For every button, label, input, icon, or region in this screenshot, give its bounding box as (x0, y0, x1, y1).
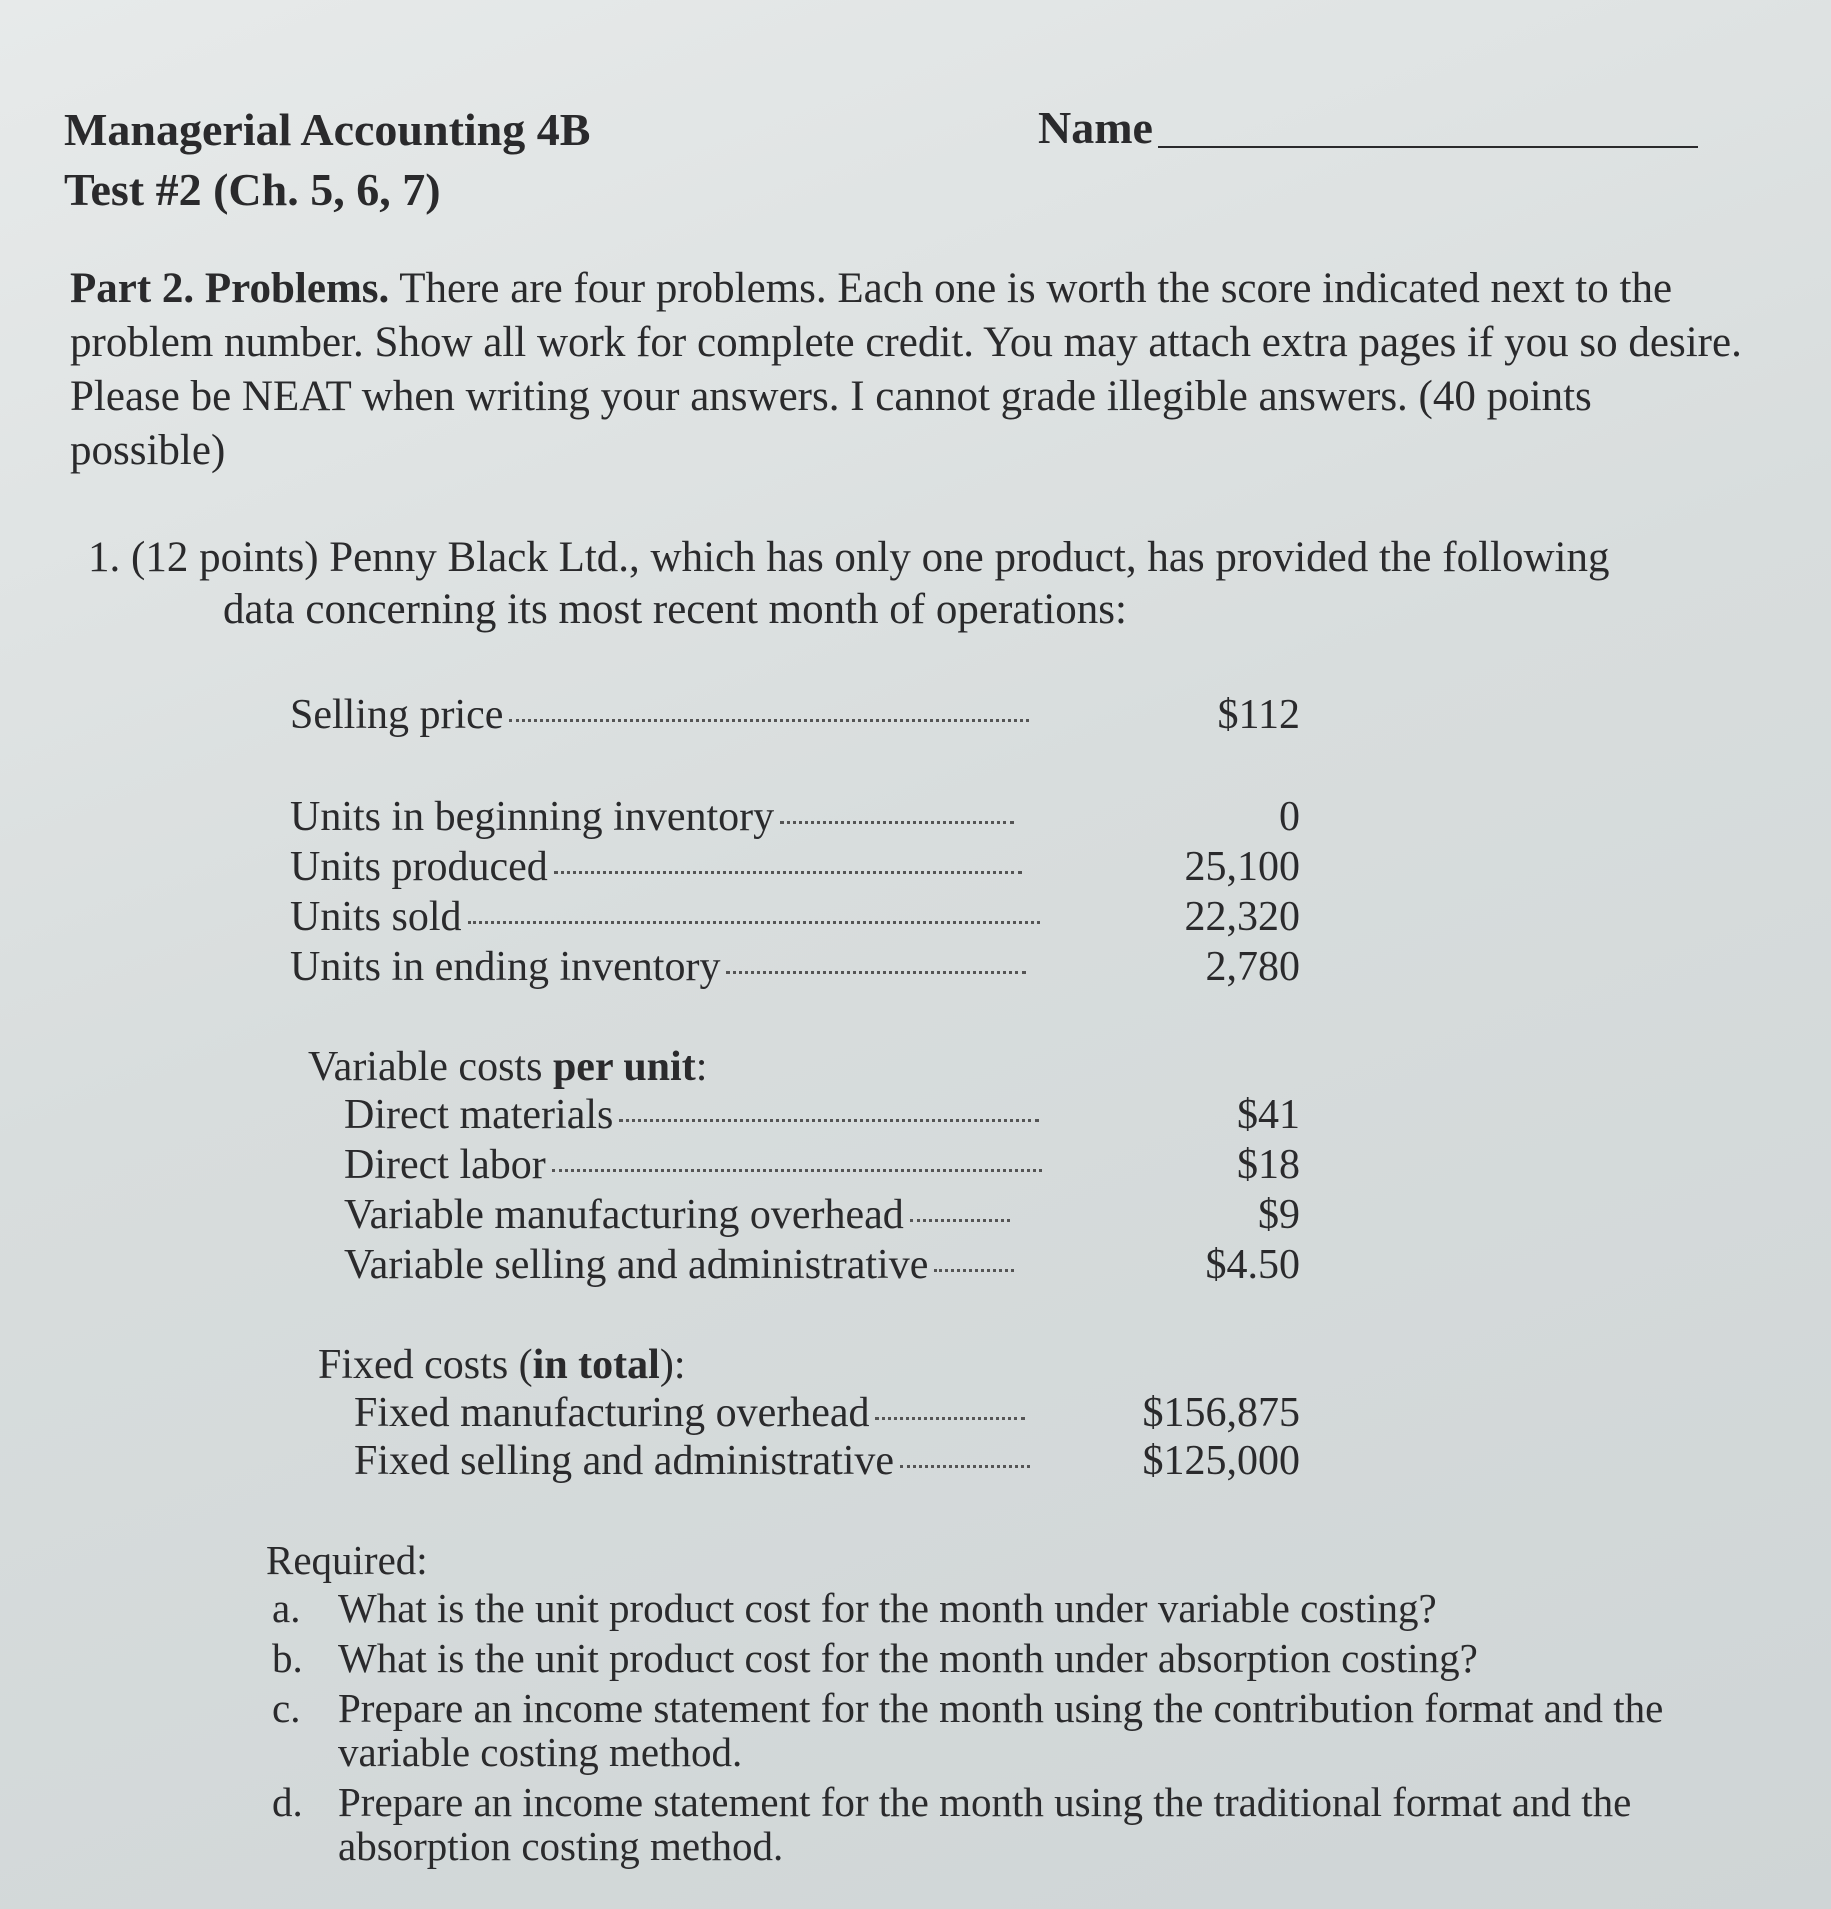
item-letter: a. (272, 1585, 301, 1631)
row-value: $4.50 (1205, 1242, 1300, 1288)
row-label: Variable selling and administrative (344, 1242, 929, 1288)
required-item-b (266, 1636, 1766, 1680)
row-label: Variable manufacturing overhead (344, 1192, 904, 1238)
required-section (266, 1538, 1766, 1874)
leader-dots (726, 971, 1026, 974)
data-row-units-produced (290, 842, 1300, 892)
fixed-heading-close: ): (659, 1342, 686, 1388)
item-letter: c. (272, 1685, 301, 1731)
row-label: Direct labor (344, 1142, 546, 1188)
leader-dots (509, 719, 1029, 722)
test-title: Test #2 (Ch. 5, 6, 7) (64, 164, 441, 215)
row-value: $18 (1237, 1142, 1300, 1188)
row-value: 25,100 (1184, 844, 1300, 890)
required-item-c (266, 1686, 1766, 1774)
data-row-fixed-selling-admin (354, 1436, 1300, 1486)
row-label: Fixed manufacturing overhead (354, 1390, 870, 1436)
row-label: Units in beginning inventory (290, 794, 775, 840)
leader-dots (910, 1219, 1010, 1222)
leader-dots (934, 1269, 1014, 1272)
item-text: Prepare an income statement for the month using the contribution format and the variable costing method. (338, 1685, 1664, 1775)
row-value: $156,875 (1142, 1390, 1300, 1436)
item-text: Prepare an income statement for the month using the traditional format and the absorption costing method. (338, 1779, 1632, 1869)
instructions-text: There are four problems. Each one is worth the score indicated next to the problem number. Show all work for complete credit. You may attach extra pages if you so desire. Please be NEAT when writing your answers. I cannot grade illegible answers. (40 points possible) (70, 265, 1742, 474)
row-value: 22,320 (1184, 894, 1300, 940)
row-label: Selling price (290, 692, 504, 738)
row-label: Units sold (290, 894, 462, 940)
required-item-d (266, 1780, 1766, 1868)
data-row-units-ending (290, 942, 1300, 992)
variable-heading-text: Variable costs (308, 1044, 553, 1090)
data-row-direct-labor (344, 1140, 1300, 1190)
instructions (70, 262, 1750, 478)
problem-1-statement (88, 532, 1748, 636)
variable-costs-heading (308, 1042, 707, 1092)
problem-line-1: 1. (12 points) Penny Black Ltd., which has only one product, has provided the following (88, 534, 1610, 581)
fixed-heading-text: Fixed costs ( (318, 1342, 533, 1388)
leader-dots (468, 921, 1040, 924)
row-value: $125,000 (1142, 1438, 1300, 1484)
item-text: What is the unit product cost for the month under variable costing? (338, 1585, 1437, 1631)
item-letter: b. (272, 1635, 303, 1681)
data-row-selling-price (290, 690, 1300, 740)
required-item-a (266, 1586, 1766, 1630)
row-value: $41 (1237, 1092, 1300, 1138)
row-label: Direct materials (344, 1092, 614, 1138)
part-heading: Part 2. Problems. (70, 265, 390, 312)
row-label: Fixed selling and administrative (354, 1438, 895, 1484)
leader-dots (619, 1119, 1039, 1122)
data-row-variable-selling-admin (344, 1240, 1300, 1290)
item-letter: d. (272, 1779, 303, 1825)
problem-line-2: data concerning its most recent month of operations: (223, 586, 1127, 633)
row-value: $112 (1217, 692, 1300, 738)
fixed-costs-heading (318, 1340, 685, 1390)
item-text: What is the unit product cost for the month under absorption costing? (338, 1635, 1478, 1681)
row-value: $9 (1258, 1192, 1300, 1238)
data-row-fixed-mfg-overhead (354, 1388, 1300, 1438)
leader-dots (900, 1465, 1030, 1468)
data-row-units-sold (290, 892, 1300, 942)
row-label: Units produced (290, 844, 548, 890)
name-label: Name (1038, 102, 1153, 153)
row-value: 0 (1279, 794, 1300, 840)
required-title: Required: (266, 1537, 428, 1583)
leader-dots (552, 1169, 1042, 1172)
row-value: 2,780 (1205, 944, 1300, 990)
data-row-direct-materials (344, 1090, 1300, 1140)
data-row-units-beginning (290, 792, 1300, 842)
row-label: Units in ending inventory (290, 944, 721, 990)
variable-heading-colon: : (695, 1044, 708, 1090)
leader-dots (875, 1417, 1025, 1420)
course-title: Managerial Accounting 4B (64, 104, 591, 155)
fixed-heading-emphasis: in total (532, 1342, 660, 1388)
leader-dots (554, 871, 1022, 874)
data-row-variable-mfg-overhead (344, 1190, 1300, 1240)
name-blank-line (1158, 146, 1698, 148)
leader-dots (780, 821, 1014, 824)
variable-heading-emphasis: per unit (552, 1044, 696, 1090)
